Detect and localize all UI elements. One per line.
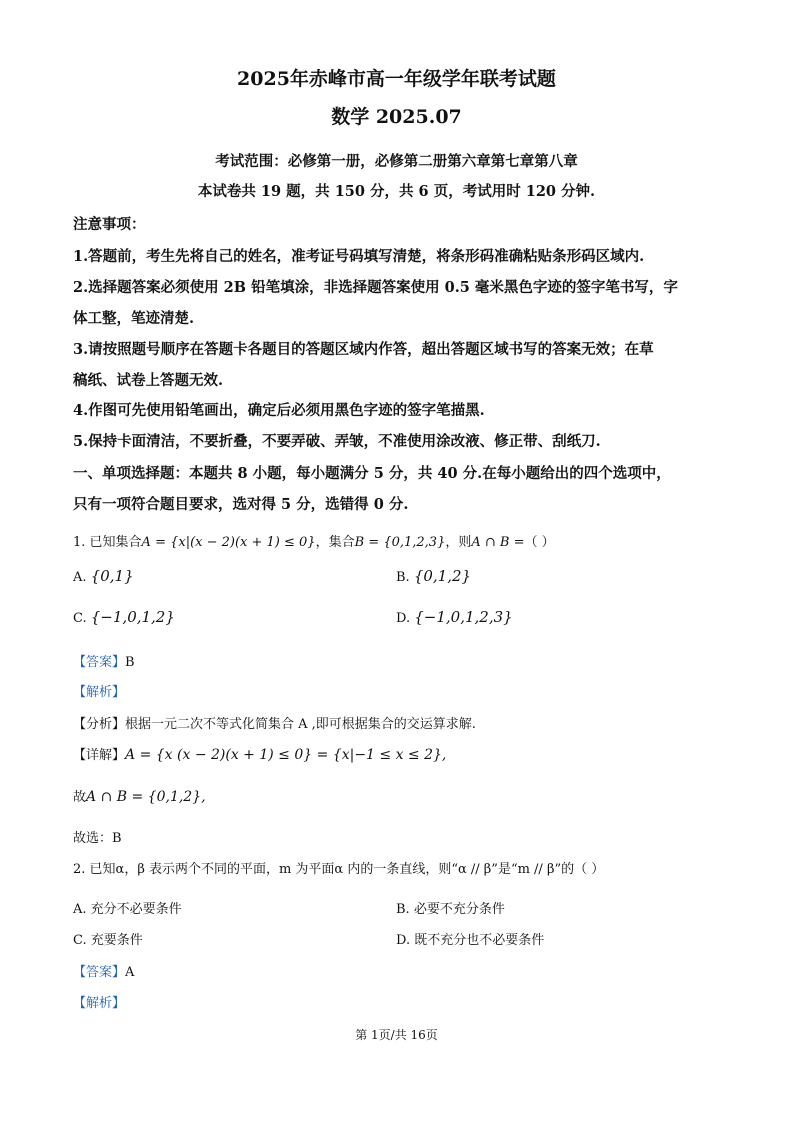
q2-option-c: C. 充要条件 (73, 933, 143, 948)
q2-answer-value: A (125, 965, 135, 980)
q1-fenxi-tag: 【分析】 (73, 717, 126, 732)
q1-detail-math: A = {x (x − 2)(x + 1) ≤ 0} = {x|−1 ≤ x ≤ 2}, (125, 747, 447, 763)
exam-subtitle: 数学 2025.07 (331, 106, 462, 128)
q1-expression: A ∩ B = (471, 535, 525, 550)
question-1-stem (73, 531, 555, 550)
q2-answer-tag: 【答案】 (73, 965, 126, 980)
q2-option-b: B. 必要不充分条件 (396, 902, 505, 917)
q1-answer-value: B (125, 655, 135, 670)
q1-mid: ，集合 (315, 535, 355, 550)
q1-therefore (73, 786, 206, 805)
q1-option-d: D. {−1,0,1,2,3} (396, 608, 513, 626)
q1-prefix: 1. 已知集合 (73, 535, 142, 550)
notice-item-2-line-2: 体工整，笔迹清楚. (73, 310, 195, 327)
q1-choice: 故选：B (73, 831, 122, 846)
question-2-stem: 2. 已知α，β 表示两个不同的平面，m 为平面α 内的一条直线，则“α // β”是“m // β”的（ ） (73, 862, 605, 877)
exam-scope: 考试范围：必修第一册，必修第二册第六章第七章第八章 (215, 153, 578, 170)
section-1-heading-line-2: 只有一项符合题目要求，选对得 5 分，选错得 0 分. (73, 496, 409, 513)
q1-detail-tag: 【详解】 (73, 748, 126, 763)
q2-option-a: A. 充分不必要条件 (73, 902, 182, 917)
q1-paren: （ ） (524, 535, 555, 550)
q1-answer-tag: 【答案】 (73, 655, 126, 670)
notice-item-4: 4.作图可先使用铅笔画出，确定后必须用黑色字迹的签字笔描黑. (73, 402, 485, 419)
q2-option-d: D. 既不充分也不必要条件 (396, 933, 545, 948)
exam-title: 2025年赤峰市高一年级学年联考试题 (237, 68, 556, 90)
notice-item-5: 5.保持卡面清洁，不要折叠，不要弄破、弄皱，不准使用涂改液、修正带、刮纸刀. (73, 433, 601, 450)
q1-set-b: B = {0,1,2,3} (354, 535, 446, 550)
q1-analysis-tag: 【解析】 (73, 685, 126, 700)
notice-item-3-line-1: 3.请按照题号顺序在答题卡各题目的答题区域内作答，超出答题区域书写的答案无效；在草 (73, 341, 654, 358)
notice-item-1: 1.答题前，考生先将自己的姓名，准考证号码填写清楚，将条形码准确粘贴条形码区域内. (73, 248, 645, 265)
page-footer: 第 1页/共 16页 (355, 1028, 438, 1042)
q1-detail (73, 744, 446, 763)
q1-tail: ，则 (445, 535, 472, 550)
section-1-heading-line-1: 一、单项选择题：本题共 8 小题，每小题满分 5 分，共 40 分.在每小题给出的四个选项中， (73, 465, 671, 482)
exam-info: 本试卷共 19 题，共 150 分，共 6 页，考试用时 120 分钟. (197, 183, 596, 200)
notice-heading: 注意事项： (73, 216, 146, 233)
q1-option-a: A. {0,1} (73, 567, 134, 585)
notice-item-3-line-2: 稿纸、试卷上答题无效. (73, 372, 224, 389)
q1-option-b: B. {0,1,2} (396, 567, 472, 585)
q1-set-a: A = {x|(x − 2)(x + 1) ≤ 0} (141, 535, 316, 550)
q2-answer (73, 961, 134, 980)
q1-fenxi (73, 713, 476, 732)
q1-therefore-math: A ∩ B = {0,1,2}, (86, 789, 206, 805)
q1-option-c: C. {−1,0,1,2} (73, 608, 175, 626)
q1-therefore-prefix: 故 (73, 790, 87, 805)
q1-fenxi-text: 根据一元二次不等式化简集合 A ,即可根据集合的交运算求解. (125, 717, 476, 732)
notice-item-2-line-1: 2.选择题答案必须使用 2B 铅笔填涂，非选择题答案使用 0.5 毫米黑色字迹的签字笔书写，字 (73, 279, 678, 296)
q1-answer (73, 651, 135, 670)
q2-analysis-tag: 【解析】 (73, 996, 126, 1011)
